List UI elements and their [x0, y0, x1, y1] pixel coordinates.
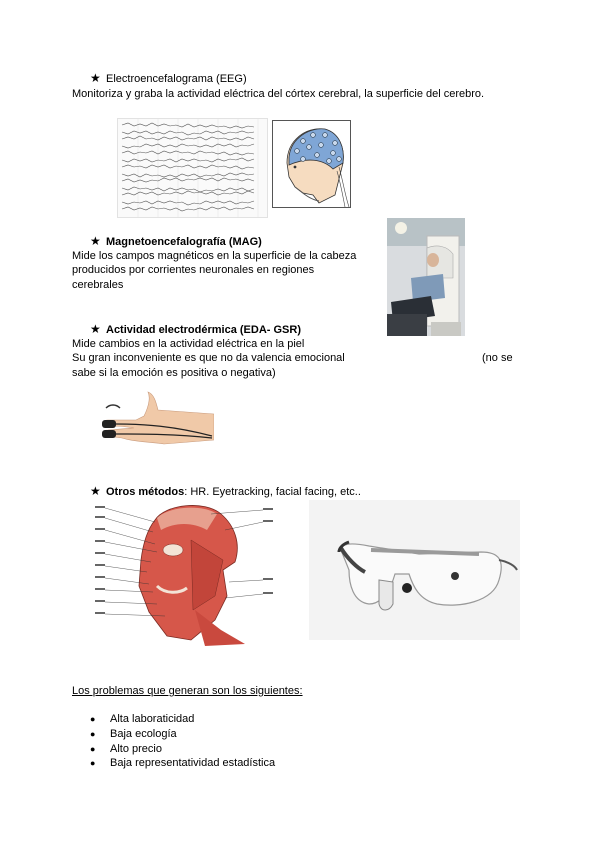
mag-desc-line-1: Mide los campos magnéticos en la superficie de la cabeza — [72, 250, 357, 262]
mag-title: Magnetoencefalografía (MAG) — [106, 236, 262, 248]
eda-desc-line-3: sabe si la emoción es positiva o negativa) — [72, 367, 276, 379]
facial-muscles-graphic — [95, 500, 273, 648]
mag-desc-line-3: cerebrales — [72, 279, 124, 291]
list-item-text: Alta laboraticidad — [110, 713, 195, 725]
eda-desc-line-2b: (no se — [482, 352, 513, 364]
star-bullet-icon: ★ — [90, 484, 101, 498]
round-bullet-icon: ● — [90, 714, 96, 724]
eeg-cap-figure — [272, 120, 351, 208]
eda-desc-line-1: Mide cambios en la actividad eléctrica en la piel — [72, 338, 305, 350]
eeg-description: Monitoriza y graba la actividad eléctrica del córtex cerebral, la superficie del cerebro. — [72, 88, 485, 100]
list-item-text: Alto precio — [110, 743, 162, 755]
otros-heading — [90, 484, 361, 499]
list-item-text: Baja representatividad estadística — [110, 757, 276, 769]
round-bullet-icon: ● — [90, 744, 96, 754]
mag-scanner-photo — [387, 218, 465, 336]
eeg-title: Electroencefalograma (EEG) — [106, 73, 247, 85]
eda-hand-graphic — [94, 390, 214, 448]
eda-title: Actividad electrodérmica (EDA- GSR) — [106, 324, 301, 336]
mag-scanner-graphic — [387, 218, 465, 336]
mag-desc-line-2: producidos por corrientes neuronales en regiones — [72, 264, 315, 276]
eeg-trace-figure — [117, 118, 268, 218]
eeg-cap-head-icon — [273, 121, 350, 207]
star-bullet-icon: ★ — [90, 234, 101, 248]
list-item-text: Baja ecología — [110, 728, 177, 740]
otros-title: Otros métodos — [106, 486, 185, 498]
round-bullet-icon: ● — [90, 729, 96, 739]
eda-hand-sensor-photo — [94, 390, 214, 448]
eda-heading — [90, 322, 301, 337]
eda-desc-line-2a: Su gran inconveniente es que no da valencia emocional — [72, 352, 345, 364]
eyetracking-glasses-photo — [309, 500, 520, 640]
list-item — [90, 712, 194, 726]
list-item — [90, 756, 275, 770]
mag-heading — [90, 234, 262, 249]
list-item — [90, 742, 162, 756]
star-bullet-icon: ★ — [90, 71, 101, 85]
eeg-heading — [90, 71, 247, 86]
eyetracking-glasses-graphic — [309, 500, 520, 640]
round-bullet-icon: ● — [90, 758, 96, 768]
eeg-trace-graphic — [118, 119, 267, 217]
facial-muscles-anatomy-figure — [95, 500, 273, 648]
list-item — [90, 727, 177, 741]
star-bullet-icon: ★ — [90, 322, 101, 336]
problems-heading: Los problemas que generan son los siguientes: — [72, 685, 303, 697]
otros-rest: : HR. Eyetracking, facial facing, etc.. — [184, 486, 361, 498]
